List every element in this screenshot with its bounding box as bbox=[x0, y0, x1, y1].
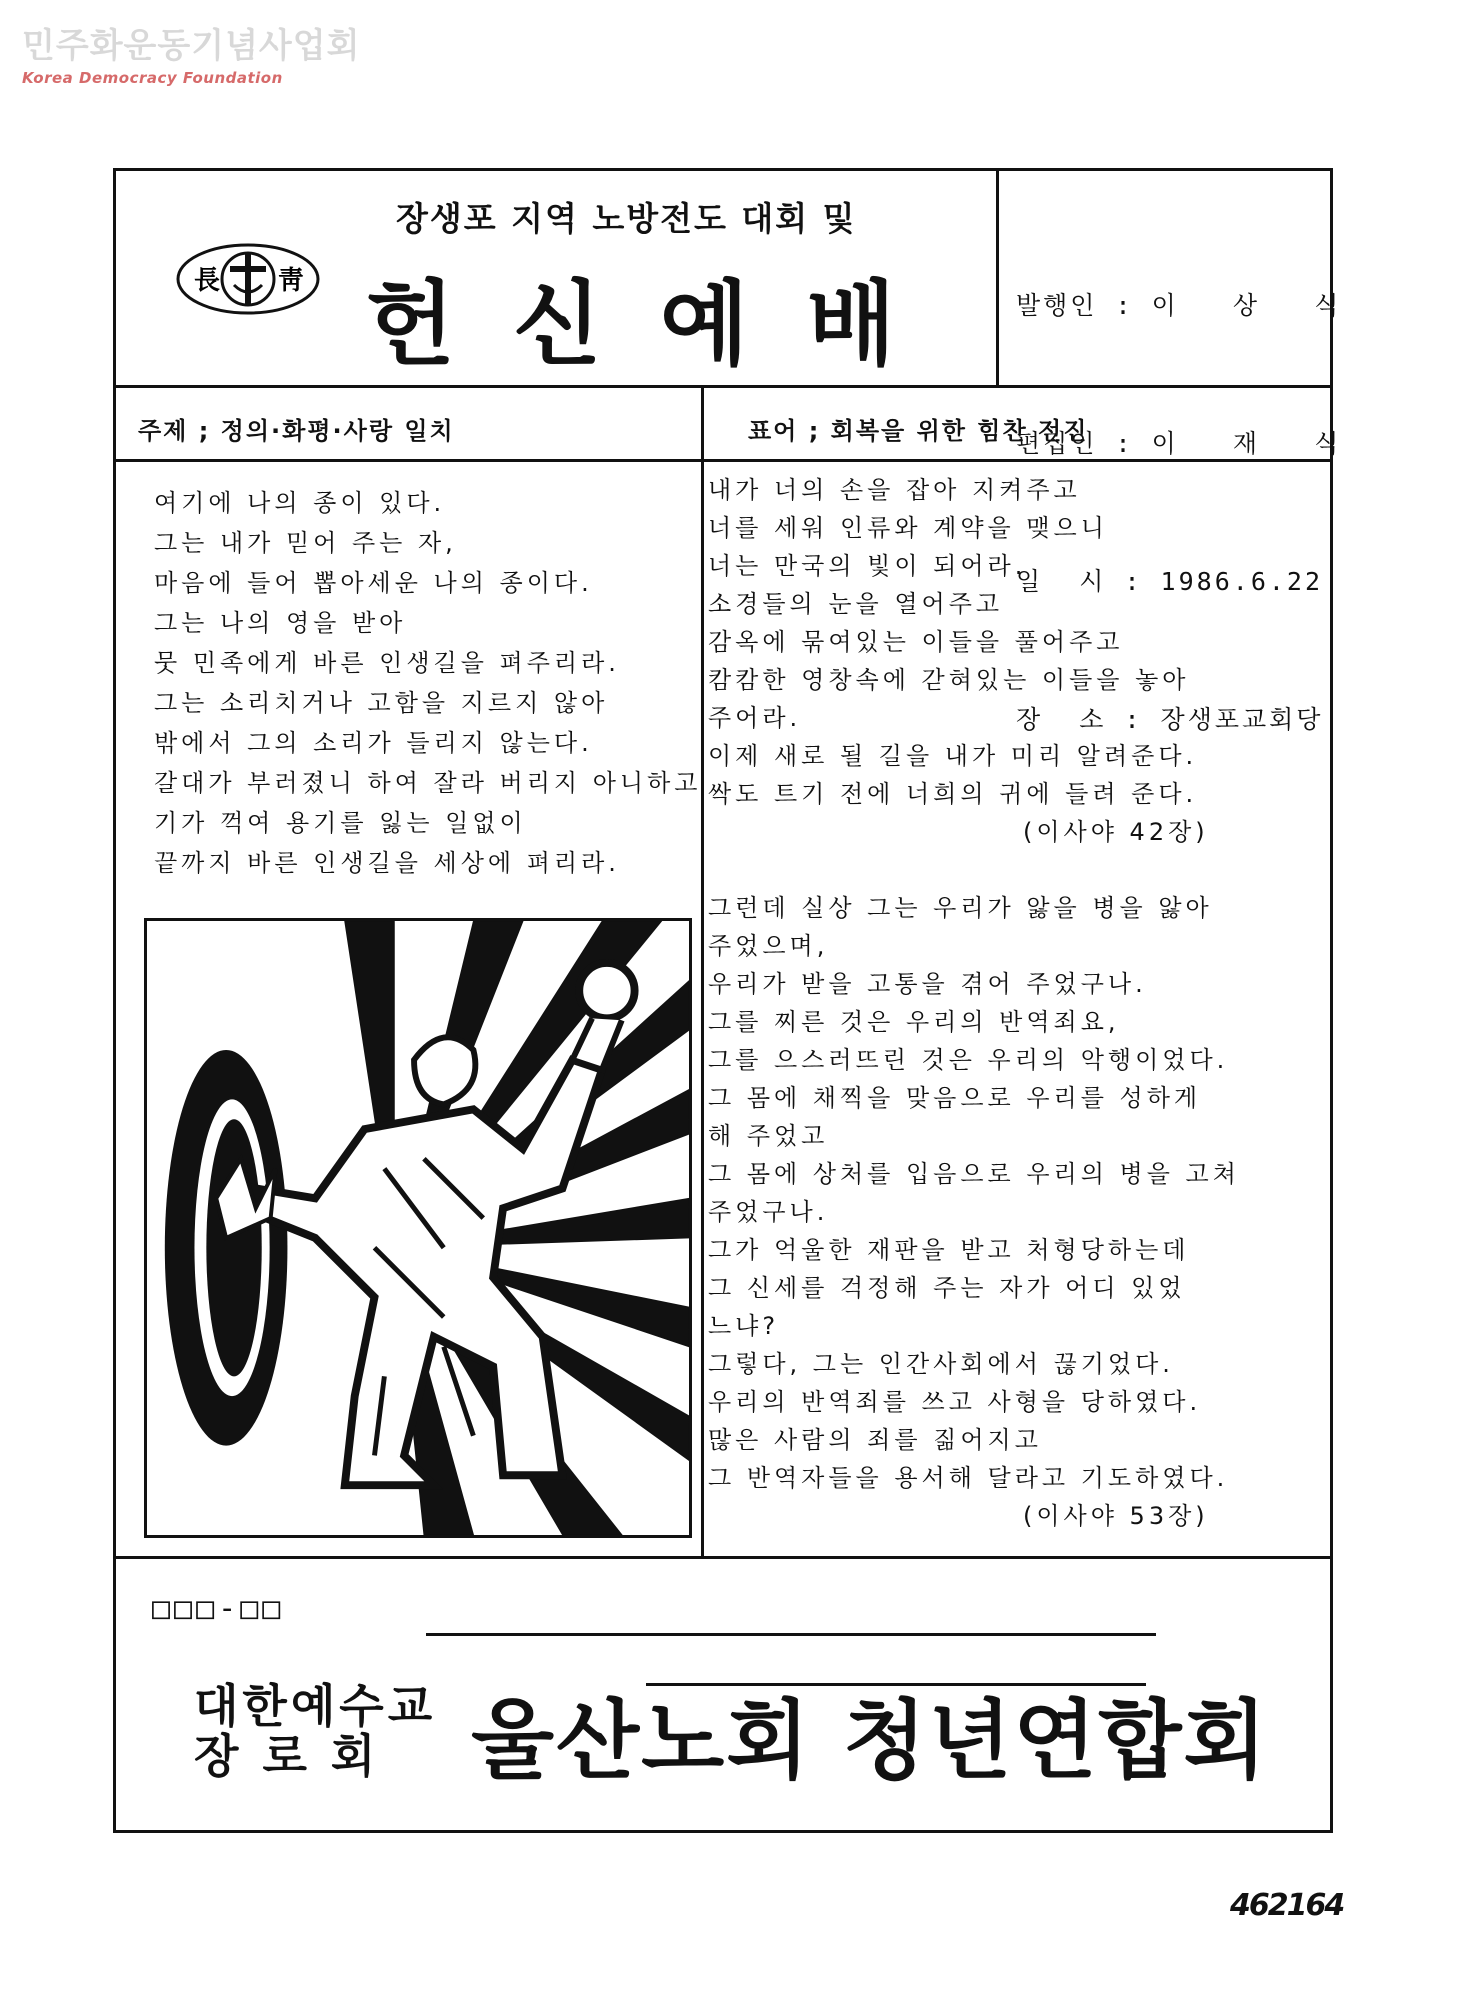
bulletin-page bbox=[113, 168, 1342, 1833]
verse-line: 주었구나. bbox=[708, 1198, 829, 1226]
verse-line: 주었으며, bbox=[708, 932, 829, 960]
verse-line: 그가 억울한 재판을 받고 처형당하는데 bbox=[708, 1236, 1190, 1264]
verse-line: 주어라. bbox=[708, 704, 802, 732]
verse-line: 갈대가 부러졌니 하여 잘라 버리지 아니하고 bbox=[154, 769, 702, 797]
verse-line: 밖에서 그의 소리가 들리지 않는다. bbox=[154, 729, 593, 757]
header-title: 장생포 지역 노방전도 대회 및 bbox=[396, 199, 857, 238]
verse-line: 그 몸에 상처를 입음으로 우리의 병을 고쳐 bbox=[708, 1160, 1240, 1188]
verse-line: 그런데 실상 그는 우리가 앓을 병을 앓아 bbox=[708, 894, 1213, 922]
verse-line: 그 반역자들을 용서해 달라고 기도하였다. bbox=[708, 1464, 1229, 1492]
verse-left bbox=[154, 483, 701, 883]
verse-line: 기가 꺽여 용기를 잃는 일없이 bbox=[154, 809, 527, 837]
postal-code-boxes: □□□-□□ bbox=[152, 1591, 285, 1626]
woodcut-illustration-icon bbox=[144, 918, 692, 1538]
verse-line: 그 몸에 채찍을 맞음으로 우리를 성하게 bbox=[708, 1084, 1202, 1112]
church-logo-icon bbox=[174, 241, 322, 317]
underline-1 bbox=[426, 1633, 1156, 1636]
verse-line: 그 신세를 걱정해 주는 자가 어디 있었 bbox=[708, 1274, 1186, 1302]
verse-line: 그는 소리치거나 고함을 지르지 않아 bbox=[154, 689, 609, 717]
motto-text: 표어 ; 회복을 위한 힘찬 전진 bbox=[748, 417, 1089, 445]
verse-line: 감옥에 묶여있는 이들을 풀어주고 bbox=[708, 628, 1124, 656]
watermark-english: Korea Democracy Foundation bbox=[22, 69, 283, 87]
meta-editor: 편집인 : 이 재 식 bbox=[1016, 429, 1342, 458]
verse-line: 그렇다, 그는 인간사회에서 끊기었다. bbox=[708, 1350, 1174, 1378]
verse-line: 뭇 민족에게 바른 인생길을 펴주리라. bbox=[154, 649, 620, 677]
logo-left-char: 長 bbox=[194, 266, 221, 296]
verse-line: 그는 나의 영을 받아 bbox=[154, 609, 407, 637]
meta-publisher: 발행인 : 이 상 식 bbox=[1016, 291, 1342, 320]
verse-line: 많은 사람의 죄를 짊어지고 bbox=[708, 1426, 1042, 1454]
verse-citation: (이사야 53장) bbox=[1023, 1502, 1209, 1530]
verse-line: 끝까지 바른 인생길을 세상에 펴리라. bbox=[154, 849, 620, 877]
verse-line: 그는 내가 믿어 주는 자, bbox=[154, 529, 457, 557]
theme-text: 주제 ; 정의·화평·사랑 일치 bbox=[138, 417, 455, 445]
verse-line: 캄캄한 영창속에 갇혀있는 이들을 놓아 bbox=[708, 666, 1190, 694]
verse-line: 너는 만국의 빛이 되어라. bbox=[708, 552, 1027, 580]
verse-line: 우리의 반역죄를 쓰고 사형을 당하였다. bbox=[708, 1388, 1202, 1416]
verse-line: 그를 으스러뜨린 것은 우리의 악행이었다. bbox=[708, 1046, 1229, 1074]
org-denomination-bottom: 장 로 회 bbox=[194, 1729, 380, 1783]
page-title: 헌신예배 bbox=[366, 271, 954, 378]
meta-date: 일 시 : 1986.6.22 bbox=[1016, 567, 1324, 596]
meta-place: 장 소 : 장생포교회당 bbox=[1016, 705, 1324, 734]
verse-right-2 bbox=[708, 889, 1240, 1535]
verse-line: 여기에 나의 종이 있다. bbox=[154, 489, 446, 517]
document-number: 462164 bbox=[1230, 1888, 1344, 1923]
meta-divider bbox=[996, 171, 999, 385]
footer-divider bbox=[116, 1556, 1330, 1559]
verse-line: 이제 새로 될 길을 내가 미리 알려준다. bbox=[708, 742, 1198, 770]
verse-line: 느냐? bbox=[708, 1312, 780, 1340]
verse-line: 싹도 트기 전에 너희의 귀에 들려 준다. bbox=[708, 780, 1198, 808]
verse-citation: (이사야 42장) bbox=[1023, 818, 1209, 846]
verse-line: 소경들의 눈을 열어주고 bbox=[708, 590, 1004, 618]
verse-line: 마음에 들어 뽑아세운 나의 종이다. bbox=[154, 569, 593, 597]
org-denomination bbox=[194, 1681, 436, 1781]
verse-line: 너를 세워 인류와 계약을 맺으니 bbox=[708, 514, 1108, 542]
verse-line: 그를 찌른 것은 우리의 반역죄요, bbox=[708, 1008, 1120, 1036]
watermark bbox=[22, 18, 360, 87]
verse-line: 해 주었고 bbox=[708, 1122, 829, 1150]
watermark-korean: 민주화운동기념사업회 bbox=[22, 26, 361, 66]
verse-right-1 bbox=[708, 471, 1209, 851]
org-denomination-top: 대한예수교 bbox=[194, 1679, 437, 1733]
logo-right-char: 靑 bbox=[278, 266, 305, 296]
verse-line: 내가 너의 손을 잡아 지켜주고 bbox=[708, 476, 1081, 504]
org-name: 울산노회 청년연합회 bbox=[471, 1691, 1269, 1791]
verse-line: 우리가 받을 고통을 겪어 주었구나. bbox=[708, 970, 1147, 998]
